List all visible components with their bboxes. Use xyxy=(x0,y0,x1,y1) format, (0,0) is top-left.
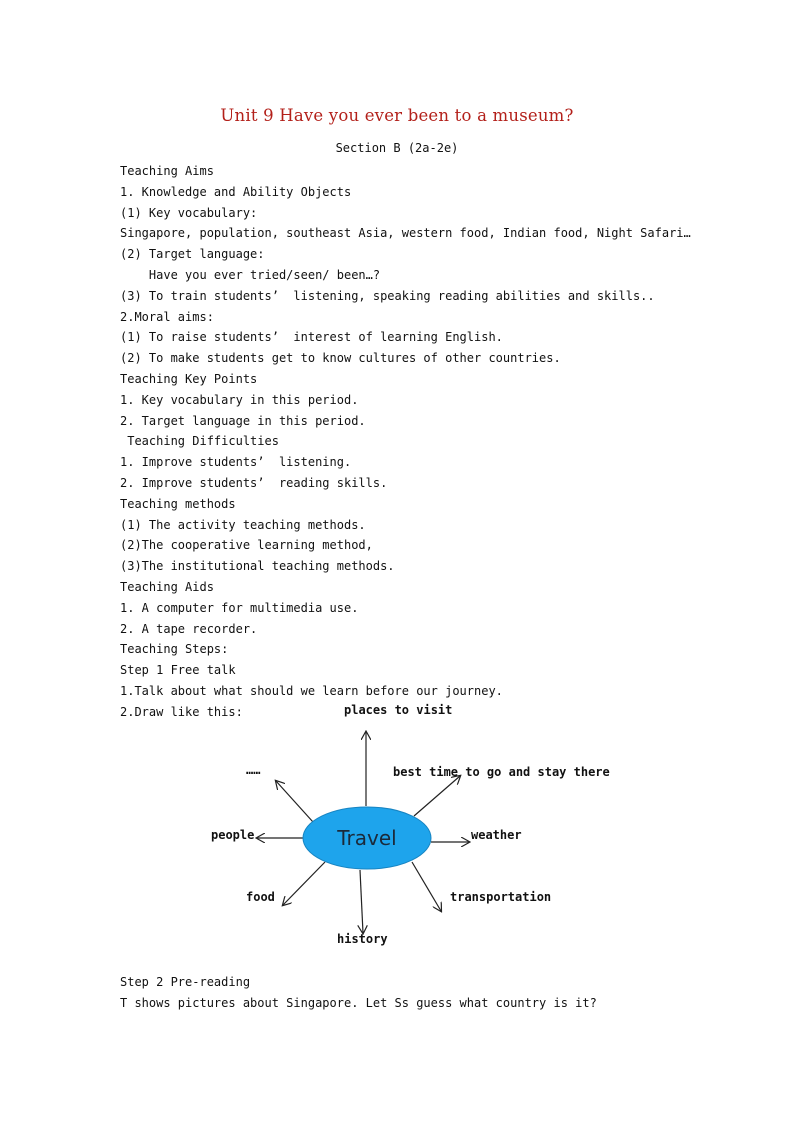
arrow-bottom-right xyxy=(412,862,441,911)
branch-label-best-time: best time to go and stay there xyxy=(393,765,610,779)
text-line: Singapore, population, southeast Asia, western food, Indian food, Night Safari… xyxy=(120,226,691,241)
branch-label-people: people xyxy=(211,828,255,842)
text-line: T shows pictures about Singapore. Let Ss guess what country is it? xyxy=(120,995,597,1010)
lesson-plan-body xyxy=(120,161,760,723)
text-line: Have you ever tried/seen/ been…? xyxy=(120,267,381,282)
text-line: Teaching Aids xyxy=(120,579,214,594)
text-line: (2)The cooperative learning method, xyxy=(120,538,373,553)
branch-label-places: places to visit xyxy=(344,703,453,717)
text-line: Teaching Aims xyxy=(120,164,214,178)
text-line: (3)The institutional teaching methods. xyxy=(120,559,395,574)
text-line: Step 1 Free talk xyxy=(120,663,236,678)
text-line: 2. Improve students’ reading skills. xyxy=(120,475,388,490)
text-line: 1. Knowledge and Ability Objects xyxy=(120,184,352,199)
text-line: (1) Key vocabulary: xyxy=(120,205,258,220)
text-line: 1. Key vocabulary in this period. xyxy=(120,392,359,407)
step-2-section xyxy=(120,972,760,1014)
text-line: Teaching Key Points xyxy=(120,371,258,386)
page-title: Unit 9 Have you ever been to a museum? xyxy=(220,106,574,125)
arrow-bottom xyxy=(360,870,363,933)
branch-label-transportation: transportation xyxy=(450,890,552,904)
text-line: (3) To train students’ listening, speaking reading abilities and skills.. xyxy=(120,288,655,303)
text-line: Step 2 Pre-reading xyxy=(120,975,251,989)
text-line: Teaching Steps: xyxy=(120,642,229,657)
text-line: Teaching Difficulties xyxy=(120,434,279,449)
text-line: 1.Talk about what should we learn before our journey. xyxy=(120,683,503,698)
text-line: (2) To make students get to know cultures of other countries. xyxy=(120,351,561,366)
text-line: 2. A tape recorder. xyxy=(120,621,258,636)
branch-label-more: …… xyxy=(246,763,261,777)
page-subtitle: Section B (2a-2e) xyxy=(335,141,459,155)
branch-label-food: food xyxy=(246,890,275,904)
text-line: (2) Target language: xyxy=(120,247,265,262)
text-line: 2. Target language in this period. xyxy=(120,413,366,428)
text-line: 2.Draw like this: xyxy=(120,704,243,719)
text-line: (1) To raise students’ interest of learning English. xyxy=(120,330,503,345)
travel-center-label: Travel xyxy=(337,826,397,850)
branch-label-history: history xyxy=(337,932,388,946)
text-line: Teaching methods xyxy=(120,496,236,511)
branch-label-weather: weather xyxy=(471,828,522,842)
text-line: 2.Moral aims: xyxy=(120,309,214,324)
text-line: 1. A computer for multimedia use. xyxy=(120,600,359,615)
text-line: (1) The activity teaching methods. xyxy=(120,517,366,532)
text-line: 1. Improve students’ listening. xyxy=(120,455,352,470)
